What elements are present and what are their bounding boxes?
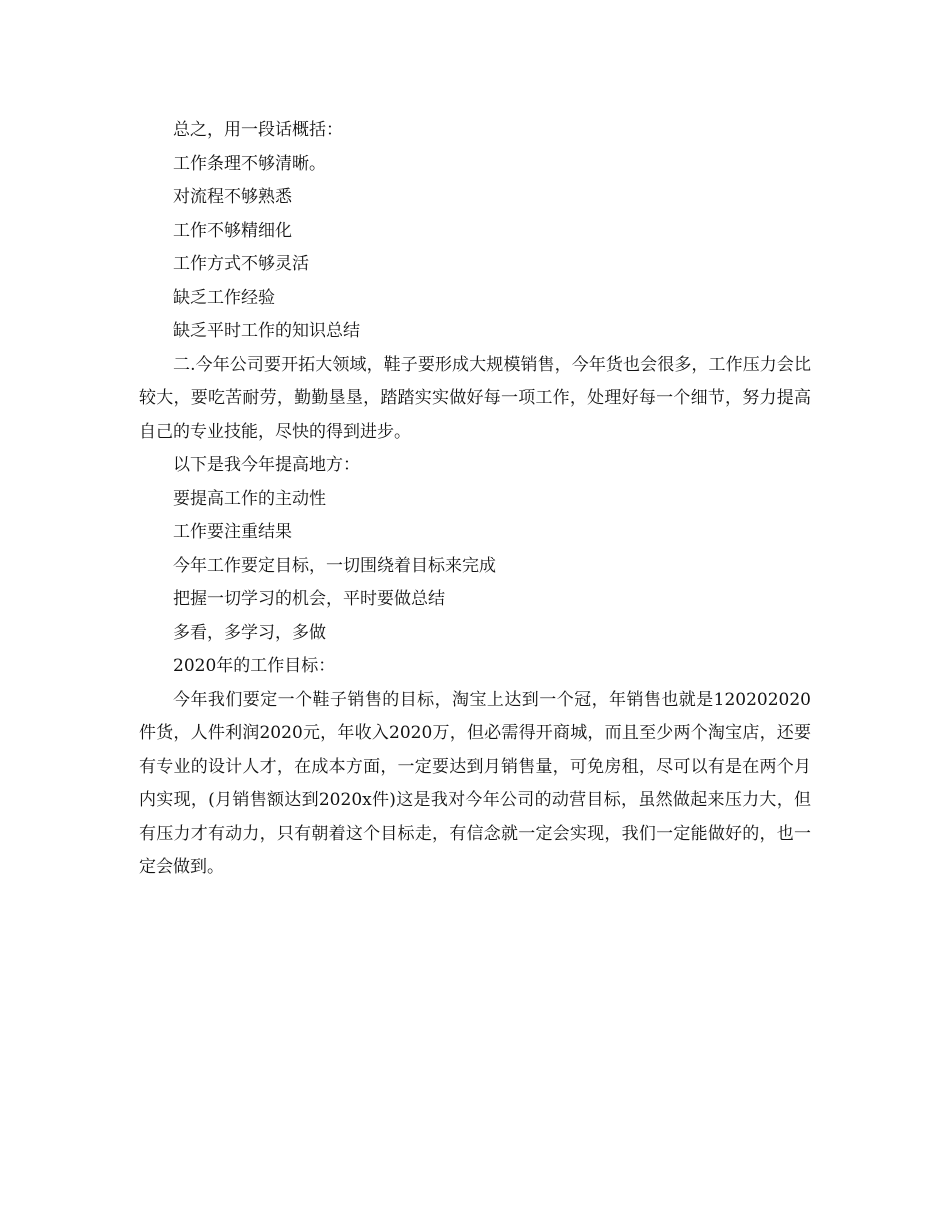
paragraph-section-two: 二.今年公司要开拓大领域，鞋子要形成大规模销售，今年货也会很多，工作压力会比较大，要吃苦耐劳，勤勤垦垦，踏踏实实做好每一项工作，处理好每一个细节，努力提高自己的专业技能，尽快的得到进步。: [139, 354, 811, 442]
text-line: 总之，用一段话概括：: [173, 120, 343, 140]
text-line: 今年工作要定目标，一切围绕着目标来完成: [173, 555, 496, 576]
document-body: [139, 114, 811, 885]
text-line: 缺乏平时工作的知识总结: [173, 321, 360, 341]
text-line: 工作要注重结果: [173, 522, 292, 542]
text-line: 工作方式不够灵活: [173, 254, 309, 274]
text-line: 多看，多学习，多做: [173, 622, 326, 643]
text-line: 2020年的工作目标：: [173, 656, 336, 676]
text-line: 缺乏工作经验: [173, 287, 275, 308]
text-line: 以下是我今年提高地方：: [173, 455, 360, 475]
text-line: 对流程不够熟悉: [173, 187, 292, 207]
text-line: 工作不够精细化: [173, 220, 292, 241]
text-line: 工作条理不够清晰。: [173, 153, 326, 174]
text-line: 要提高工作的主动性: [173, 488, 326, 509]
paragraph-work-goal: 今年我们要定一个鞋子销售的目标，淘宝上达到一个冠，年销售也就是120202020件货，人件利润2020元，年收入2020万，但必需得开商城，而且至少两个淘宝店，还要有专业的设计人才，在成本方面，一定要达到月销售量，可免房租，尽可以有是在两个月内实现，(月销售额达到2020x件)这是我对今年公司的动营目标，虽然做起来压力大，但有压力才有动力，只有朝着这个目标走，有信念就一定会实现，我们一定能做好的，也一定会做到。: [139, 689, 811, 877]
text-line: 把握一切学习的机会，平时要做总结: [173, 589, 445, 609]
